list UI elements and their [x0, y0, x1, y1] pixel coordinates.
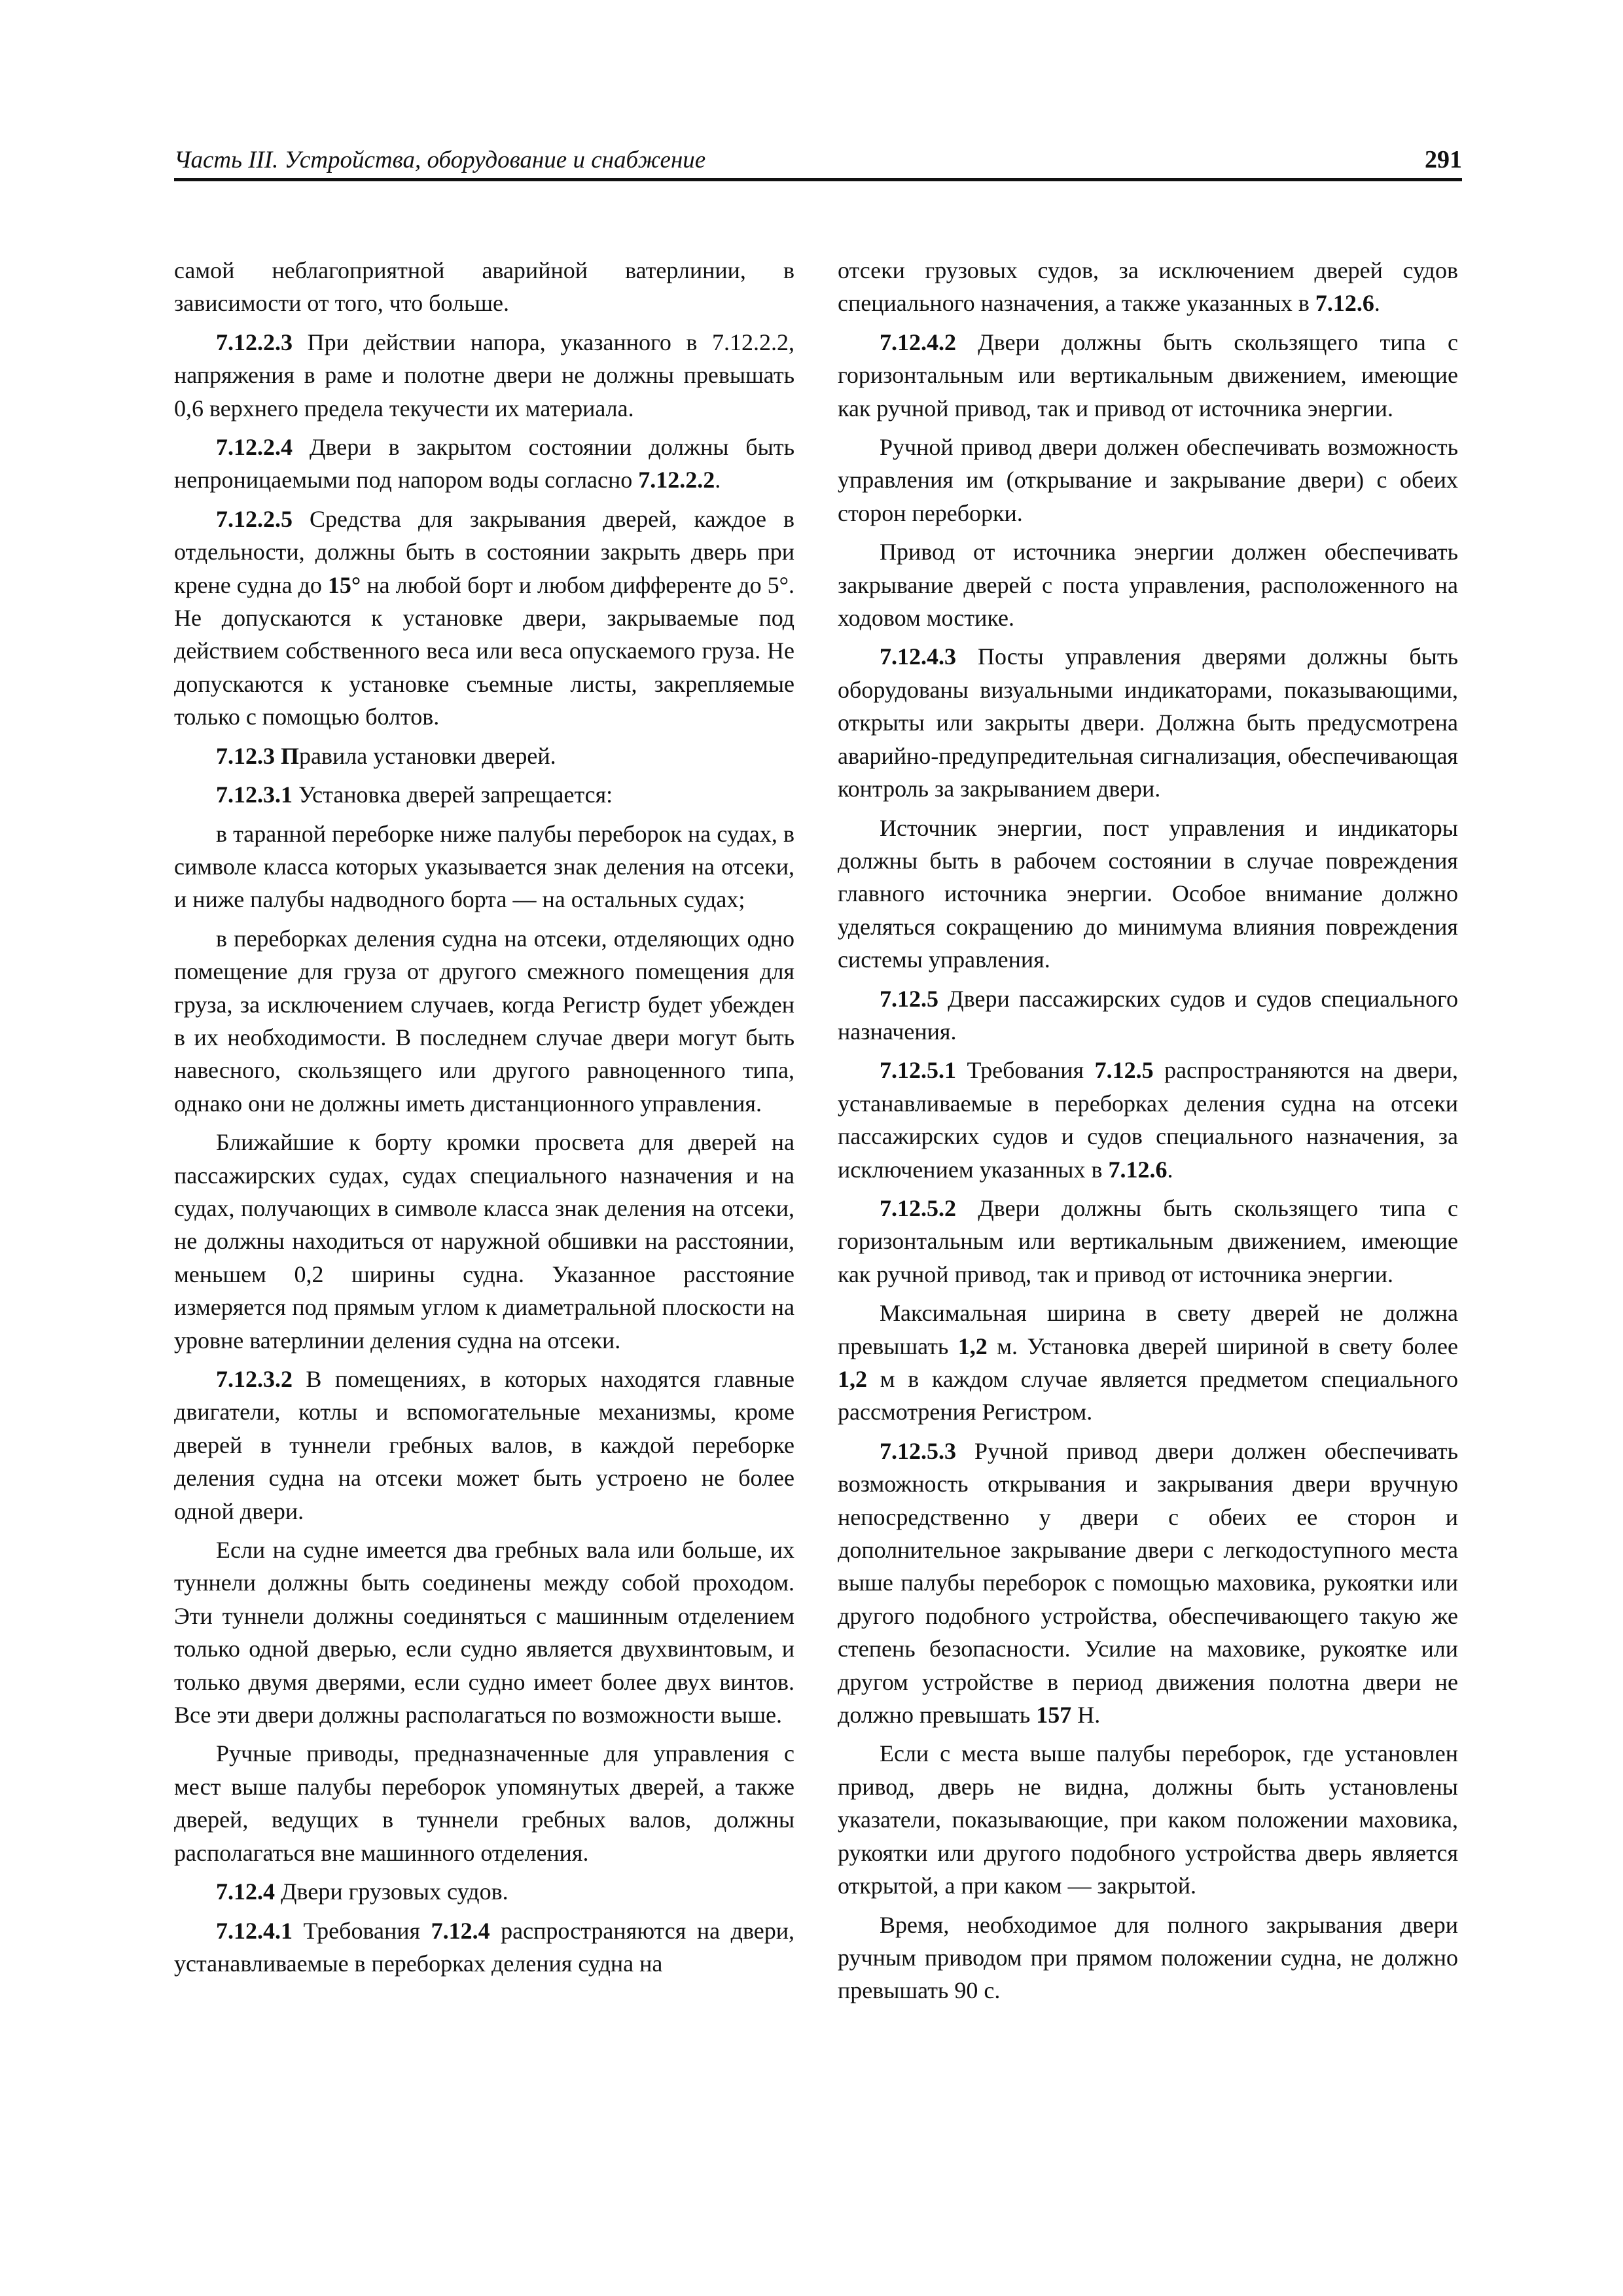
page-header	[174, 139, 1462, 181]
paragraph	[838, 254, 1458, 320]
paragraph-text: Средства для закрывания дверей, каждое в отдельности, должны быть в состоянии закрыть дверь при крене судна до	[174, 505, 794, 598]
paragraph-text: Ручной привод двери должен обеспечивать возможность открывания и закрывания двери вручную непосредственно у двери с обеих ее сторон и дополнительное закрывание двери с легкодоступного места выше палубы переборок с помощью маховика, рукоятки или другого подобного устройства, обеспечивающего такую же степень безопасности. Усилие на маховике, рукоятке или другом устройстве в период движения полотна двери не должно превышать	[838, 1437, 1458, 1729]
paragraph-text: Источник энергии, пост управления и индикаторы должны быть в рабочем состоянии в случае повреждения главного источника энергии. Особое внимание должно уделяться сокращению до минимума влияния повреждения системы управления.	[838, 814, 1458, 973]
paragraph-text: .	[1167, 1156, 1173, 1183]
section-title: Двери пассажирских судов и судов специального назначения.	[838, 985, 1458, 1045]
paragraph	[174, 922, 794, 1120]
clause-7-12-5-1	[838, 1054, 1458, 1186]
section-7-12-4-heading	[174, 1875, 794, 1908]
clause-reference: 7.12.2.2	[638, 467, 715, 493]
clause-number: 7.12.2.5	[216, 505, 293, 532]
clause-reference: 7.12.6	[1108, 1156, 1168, 1183]
paragraph-text: м в каждом случае является предметом специального рассмотрения Регистром.	[838, 1366, 1458, 1426]
clause-7-12-2-5	[174, 503, 794, 734]
paragraph-text: Двери должны быть скользящего типа с горизонтальным или вертикальным движением, имеющие как ручной привод, так и привод от источника энергии.	[838, 1194, 1458, 1287]
paragraph	[174, 817, 794, 916]
paragraph-text: Установка дверей запрещается:	[293, 781, 613, 808]
left-column	[174, 254, 794, 1986]
section-title: равила установки дверей.	[299, 742, 556, 769]
clause-reference: 7.12.5	[1094, 1057, 1154, 1084]
value-emphasis: 157	[1036, 1702, 1072, 1729]
clause-number: 7.12.3.2	[216, 1366, 293, 1392]
paragraph	[174, 254, 794, 320]
value-emphasis: 1,2	[957, 1333, 988, 1359]
paragraph-text: Если на судне имеется два гребных вала или больше, их туннели должны быть соединены между собой проходом. Эти туннели должны соединяться с машинным отделением только одной дверью, если судно является двухвинтовым, и только двумя дверями, если судно имеет более двух винтов. Все эти двери должны располагаться по возможности выше.	[174, 1537, 794, 1729]
clause-number: 7.12.5.1	[880, 1057, 956, 1084]
clause-number: 7.12.4.1	[216, 1917, 293, 1944]
paragraph-text: Н.	[1071, 1702, 1101, 1729]
paragraph-text: м. Установка дверей шириной в свету более	[987, 1333, 1458, 1359]
clause-number: 7.12.5.3	[880, 1437, 956, 1464]
value-emphasis: 1,2	[838, 1366, 867, 1392]
clause-number: 7.12.5.2	[880, 1194, 956, 1221]
clause-7-12-4-1	[174, 1914, 794, 1981]
clause-7-12-2-3	[174, 326, 794, 425]
section-number: 7.12.4	[216, 1878, 275, 1905]
clause-7-12-5-2	[838, 1192, 1458, 1291]
paragraph	[174, 1737, 794, 1869]
paragraph	[174, 1534, 794, 1731]
paragraph-text: При действии напора, указанного в 7.12.2.2, напряжения в раме и полотне двери не должны превышать 0,6 верхнего предела текучести их материала.	[174, 329, 794, 422]
paragraph-text: Ближайшие к борту кромки просвета для дверей на пассажирских судах, судах специального назначения и на судах, получающих в символе класса знак деления на отсеки, не должны находиться от наружной обшивки на расстоянии, меньшем 0,2 ширины судна. Указанное расстояние измеряется под прямым углом к диаметральной плоскости на уровне ватерлинии деления судна на отсеки.	[174, 1129, 794, 1354]
paragraph	[838, 812, 1458, 977]
clause-7-12-3-2	[174, 1363, 794, 1528]
paragraph-text: .	[1374, 290, 1380, 317]
paragraph-text: .	[715, 467, 721, 493]
paragraph-text: Посты управления дверями должны быть оборудованы визуальными индикаторами, показывающими, открыты или закрыты двери. Должна быть предусмотрена аварийно-предупредительная сигнализация, обеспечивающая контроль за закрыванием двери.	[838, 643, 1458, 802]
section-7-12-3-heading	[174, 740, 794, 772]
paragraph	[838, 1737, 1458, 1902]
section-title: Двери грузовых судов.	[275, 1878, 508, 1905]
paragraph-text: Двери должны быть скользящего типа с горизонтальным или вертикальным движением, имеющие как ручной привод, так и привод от источника энергии.	[838, 329, 1458, 422]
clause-reference: 7.12.6	[1315, 290, 1374, 317]
paragraph-text: Максимальная ширина в свету дверей не должна превышать	[838, 1300, 1458, 1359]
paragraph-text: Ручной привод двери должен обеспечивать возможность управления им (открывание и закрывание двери) с обеих сторон переборки.	[838, 434, 1458, 526]
page-number: 291	[1425, 146, 1462, 173]
clause-7-12-5-3	[838, 1435, 1458, 1732]
clause-number: 7.12.3.1	[216, 781, 293, 808]
clause-number: 7.12.2.4	[216, 434, 293, 461]
section-number: 7.12.5	[880, 985, 938, 1012]
clause-7-12-4-3	[838, 640, 1458, 805]
clause-reference: 7.12.4	[431, 1917, 490, 1944]
paragraph-text: Если с места выше палубы переборок, где установлен привод, дверь не видна, должны быть установлены указатели, показывающие, при каком положении маховика, рукоятки или другого подобного устройства дверь является открытой, а при каком — закрытой.	[838, 1740, 1458, 1899]
section-7-12-5-heading	[838, 982, 1458, 1049]
clause-7-12-3-1	[174, 778, 794, 811]
paragraph-text: В помещениях, в которых находятся главные двигатели, котлы и вспомогательные механизмы, кроме дверей в туннели гребных валов, в каждой переборке деления судна на отсеки может быть устроено не более одной двери.	[174, 1366, 794, 1524]
paragraph-text: в переборках деления судна на отсеки, отделяющих одно помещение для груза от другого смежного помещения для груза, за исключением случаев, когда Регистр будет убежден в их необходимости. В последнем случае двери могут быть навесного, скользящего или другого равноценного типа, однако они не должны иметь дистанционного управления.	[174, 925, 794, 1117]
paragraph-text: отсеки грузовых судов, за исключением дверей судов специального назначения, а также указанных в	[838, 257, 1458, 317]
section-number: 7.12.3 П	[216, 742, 300, 769]
clause-number: 7.12.2.3	[216, 329, 293, 355]
paragraph-text: Двери в закрытом состоянии должны быть непроницаемыми под напором воды согласно	[174, 434, 794, 493]
paragraph-text: в таранной переборке ниже палубы переборок на судах, в символе класса которых указывается знак деления на отсеки, и ниже палубы надводного борта — на остальных судах;	[174, 820, 794, 913]
paragraph	[838, 431, 1458, 529]
paragraph-text: Требования	[293, 1917, 431, 1944]
paragraph-text: Время, необходимое для полного закрывания двери ручным приводом при прямом положении судна, не должно превышать 90 с.	[838, 1911, 1458, 2004]
clause-number: 7.12.4.3	[880, 643, 956, 670]
clause-number: 7.12.4.2	[880, 329, 956, 355]
paragraph	[838, 535, 1458, 634]
paragraph-text: распространяются на двери, устанавливаемые в переборках деления судна на отсеки пассажирских судов и судов специального назначения, за исключением указанных в	[838, 1057, 1458, 1183]
paragraph	[838, 1909, 1458, 2007]
clause-7-12-2-4	[174, 431, 794, 497]
paragraph-text: Привод от источника энергии должен обеспечивать закрывание дверей с поста управления, расположенного на ходовом мостике.	[838, 539, 1458, 632]
paragraph-text: Ручные приводы, предназначенные для управления с мест выше палубы переборок упомянутых дверей, а также дверей, ведущих в туннели гребных валов, должны располагаться вне машинного отделения.	[174, 1740, 794, 1866]
paragraph	[838, 1297, 1458, 1429]
paragraph-text: самой неблагоприятной аварийной ватерлинии, в зависимости от того, что больше.	[174, 257, 794, 317]
paragraph-text: на любой борт и любом дифференте до 5°. Не допускаются к установке двери, закрываемые под действием собственного веса или веса опускаемого груза. Не допускаются к установке съемные листы, закрепляемые только с помощью болтов.	[174, 571, 795, 730]
right-column	[838, 254, 1458, 2013]
paragraph	[174, 1126, 794, 1357]
running-title: Часть III. Устройства, оборудование и снабжение	[174, 147, 706, 173]
value-emphasis: 15°	[327, 571, 361, 598]
clause-7-12-4-2	[838, 326, 1458, 425]
paragraph-text: распространяются на двери, устанавливаемые в переборках деления судна на	[174, 1917, 794, 1977]
paragraph-text: Требования	[956, 1057, 1095, 1084]
